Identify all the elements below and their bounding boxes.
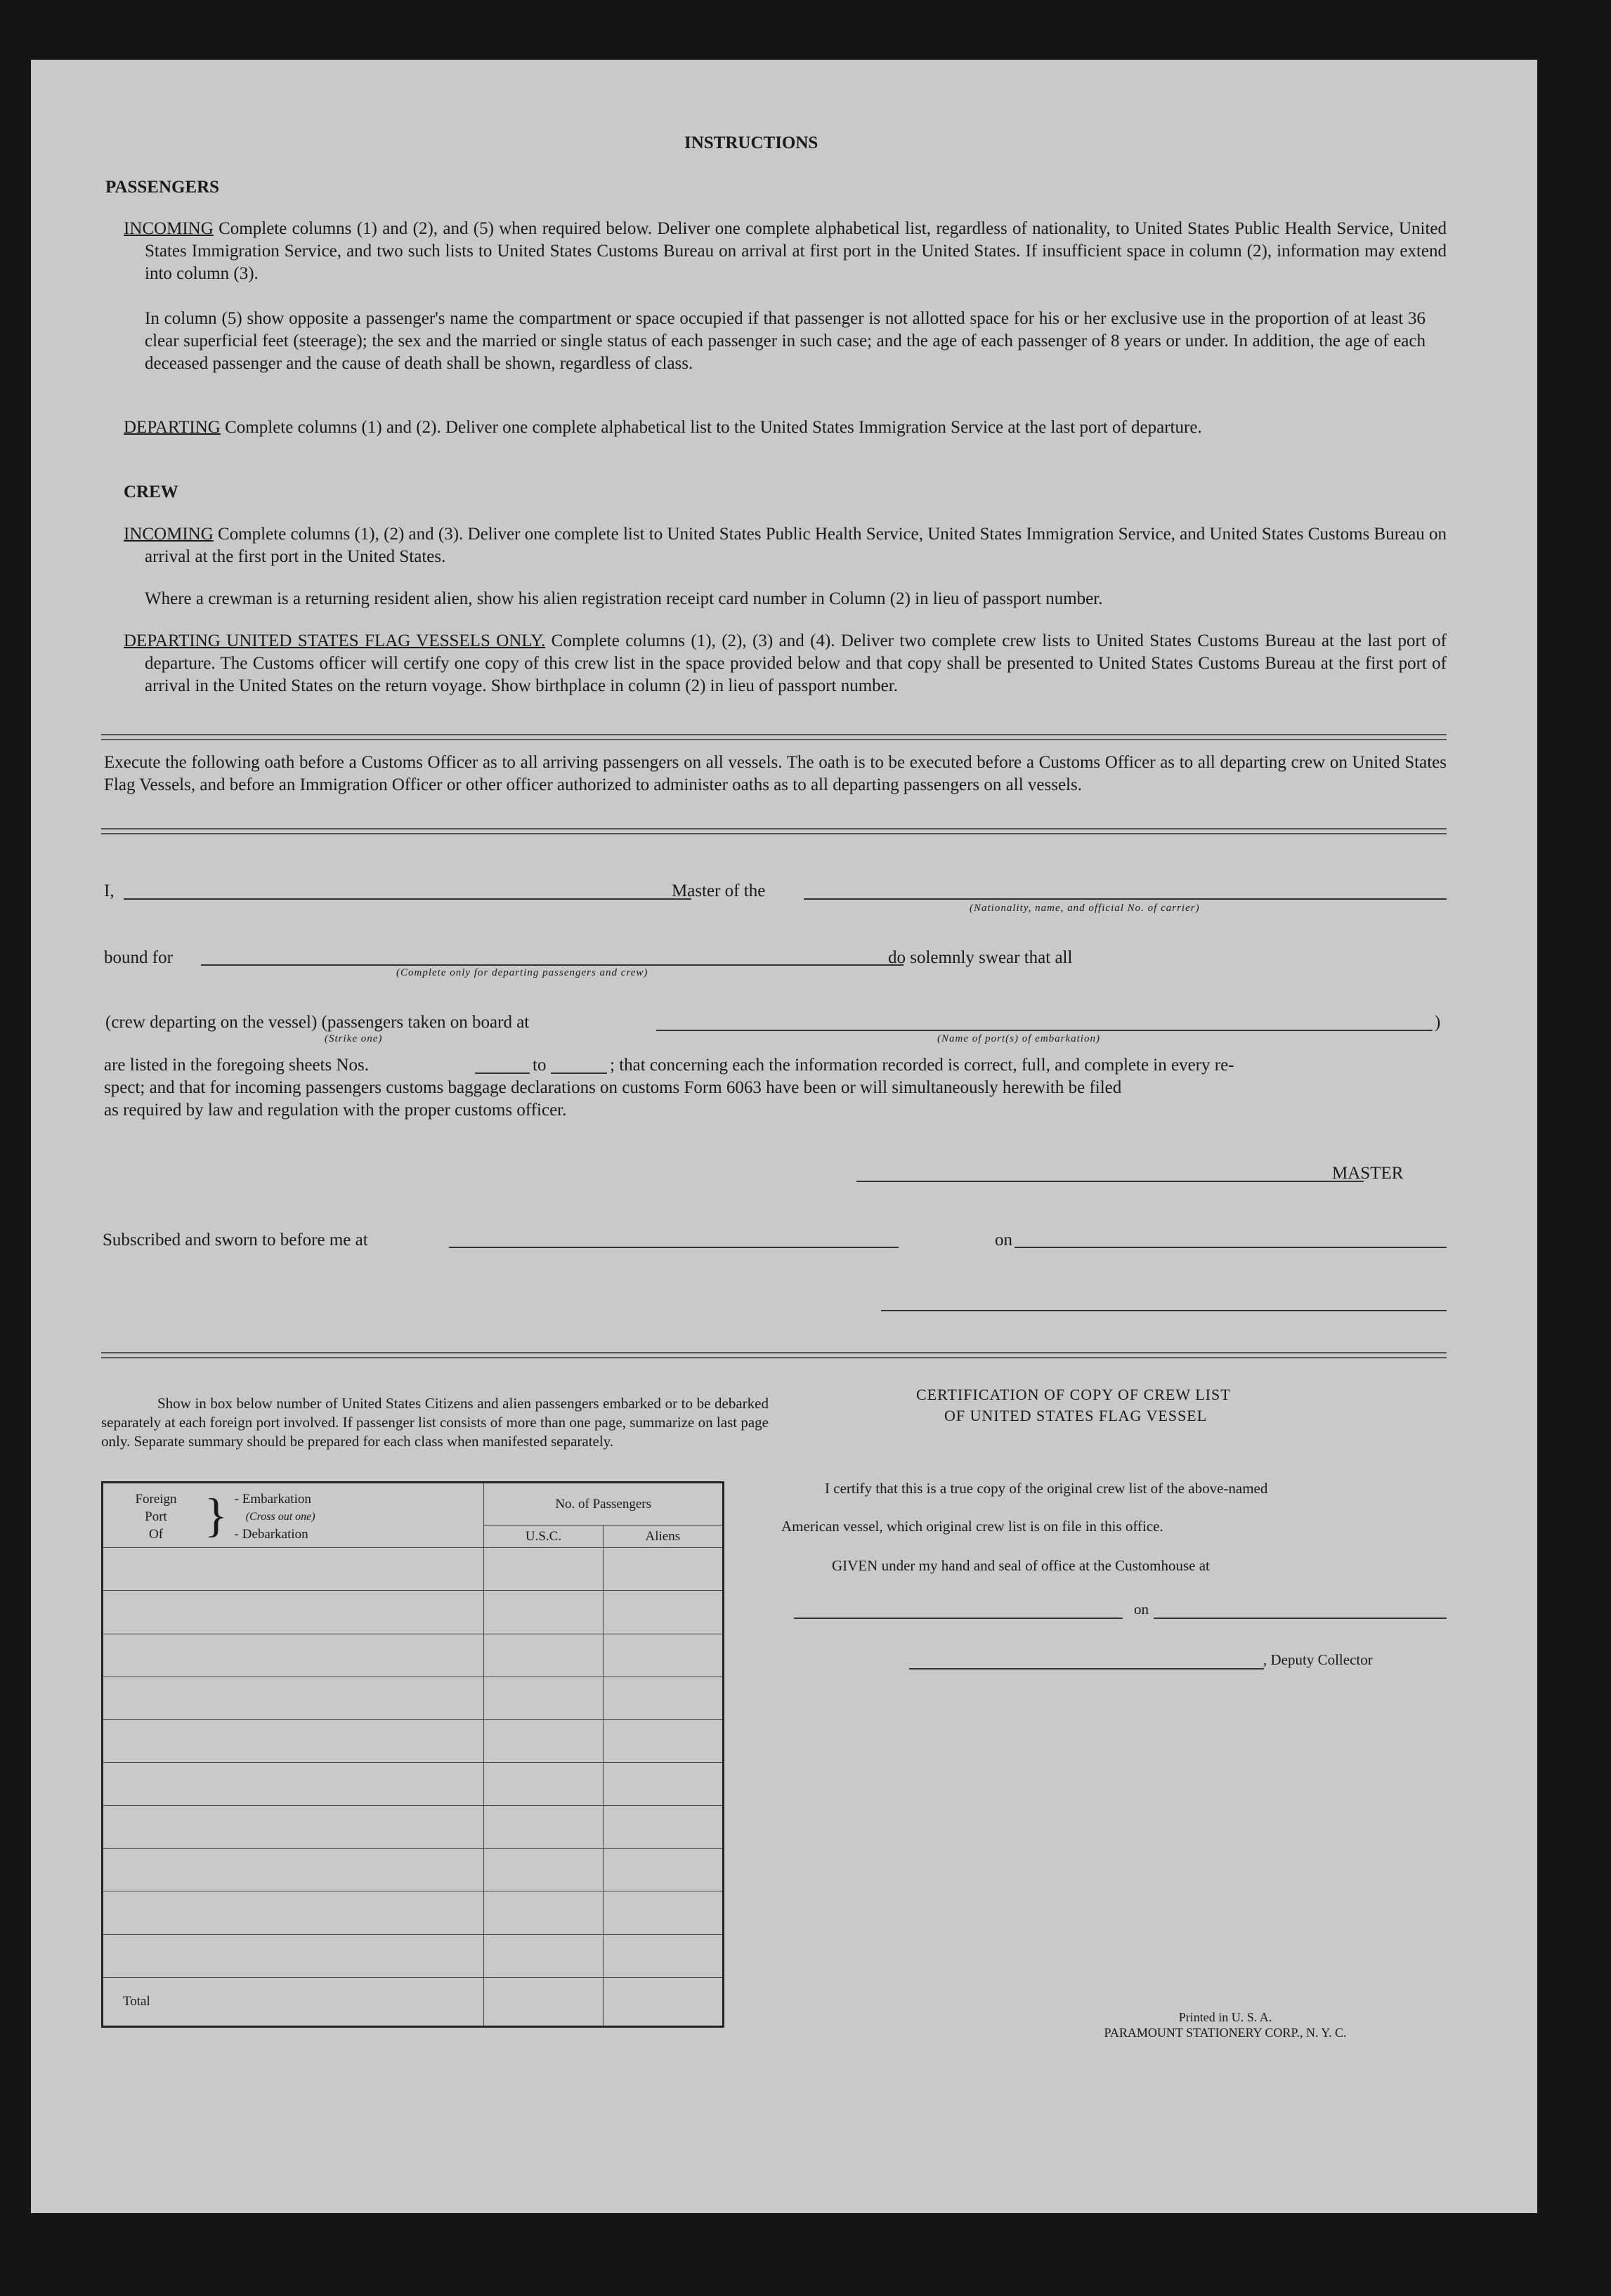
certify-line-2: American vessel, which original crew list is on file in this office. (781, 1518, 1163, 1535)
given-line: GIVEN under my hand and seal of office at the Customhouse at (832, 1557, 1210, 1574)
oath-i-label: I, (104, 881, 115, 900)
passengers-incoming-label: INCOMING (124, 219, 214, 238)
crew-departing-text: Complete columns (1), (2), (3) and (4). Deliver two complete crew lists to United States Customs Bureau at the last port of departure. The Customs officer will certify one copy of this crew list in the space provided below and that copy shall be presented to United States Customs Bureau at the first port of arrival in the United States on the return voyage. Show birthplace in column (2) in lieu of passport number. (145, 631, 1447, 695)
certification-title-2: OF UNITED STATES FLAG VESSEL (944, 1407, 1208, 1424)
bound-for-hint: (Complete only for departing passengers and crew) (396, 967, 648, 978)
master-name-field[interactable] (124, 898, 691, 900)
passenger-summary-table (101, 1481, 724, 2028)
crew-resident-paragraph: Where a crewman is a returning resident alien, show his alien registration receipt card number in Column (2) in lieu of passport number. (145, 589, 1103, 608)
crew-incoming-label: INCOMING (124, 525, 214, 544)
master-label: MASTER (1332, 1164, 1404, 1183)
table-row (103, 1677, 724, 1719)
crew-vessel-label: (crew departing on the vessel) (passengers taken on board at (105, 1013, 530, 1032)
imprint-line-2: PARAMOUNT STATIONERY CORP., N. Y. C. (1104, 2026, 1347, 2040)
oath-divider (101, 828, 1447, 834)
sworn-place-field[interactable] (449, 1247, 899, 1248)
passengers-departing-label: DEPARTING (124, 418, 221, 437)
total-aliens-cell[interactable] (603, 1977, 723, 2026)
port-header-cell (103, 1483, 484, 1548)
certify-line-1: I certify that this is a true copy of the original crew list of the above-named (825, 1480, 1268, 1497)
embarkation-ports-field[interactable] (656, 1030, 1433, 1031)
listed-text-2: spect; and that for incoming passengers customs baggage declarations on customs Form 6063 have been or will simultaneously herewith be filed (104, 1078, 1122, 1097)
listed-prefix: are listed in the foregoing sheets Nos. (104, 1056, 369, 1075)
sheet-to-field[interactable] (551, 1072, 607, 1074)
sheet-from-field[interactable] (475, 1072, 530, 1074)
sworn-date-field[interactable] (1015, 1247, 1447, 1248)
certification-date-field[interactable] (1154, 1618, 1447, 1619)
crew-departing-paragraph (124, 630, 1447, 697)
swear-label: do solemnly swear that all (888, 948, 1073, 967)
carrier-field[interactable] (804, 898, 1447, 900)
oath-intro: Execute the following oath before a Customs Officer as to all arriving passengers on all vessels. The oath is to be executed before a Customs Officer as to all departing crew on United States Flag Vessels, and before an Immigration Officer or other officer authorized to administer oaths as to all departing passengers on all vessels. (104, 753, 1447, 794)
passengers-incoming-paragraph (124, 218, 1447, 285)
sworn-on-label: on (995, 1231, 1012, 1249)
to-label: to (533, 1056, 547, 1075)
table-row (103, 1849, 724, 1891)
bound-for-label: bound for (104, 948, 173, 967)
strike-hint: (Strike one) (325, 1033, 383, 1044)
passengers-departing-paragraph (124, 416, 1447, 439)
customhouse-field[interactable] (794, 1618, 1123, 1619)
close-paren: ) (1435, 1013, 1441, 1032)
passengers-heading: PASSENGERS (105, 178, 220, 197)
total-row (103, 1977, 724, 2026)
deputy-collector-label: , Deputy Collector (1263, 1651, 1373, 1668)
no-of-passengers-header: No. of Passengers (484, 1483, 724, 1526)
ports-hint: (Name of port(s) of embarkation) (937, 1033, 1100, 1044)
master-signature-field[interactable] (856, 1181, 1364, 1182)
certification-title-1: CERTIFICATION OF COPY OF CREW LIST (916, 1386, 1231, 1403)
of-label: Of (148, 1527, 164, 1542)
embarkation-label: - Embarkation (234, 1492, 311, 1507)
page-title: INSTRUCTIONS (684, 133, 818, 152)
passengers-incoming-text: Complete columns (1) and (2), and (5) when required below. Deliver one complete alphabetical list, regardless of nationality, to United States Public Health Service, United States Immigration Service, and two such lists to United States Customs Bureau on arrival at first port in the United States. If insufficient space in column (2), information may extend into column (3). (145, 219, 1447, 283)
carrier-hint: (Nationality, name, and official No. of carrier) (970, 903, 1200, 914)
crew-departing-label: DEPARTING UNITED STATES FLAG VESSELS ONLY. (124, 631, 546, 650)
table-row (103, 1934, 724, 1977)
crew-heading: CREW (124, 483, 178, 501)
table-row (103, 1548, 724, 1591)
listed-text-1: ; that concerning each the information recorded is correct, full, and complete in every re- (610, 1056, 1234, 1075)
officer-signature-field[interactable] (881, 1310, 1447, 1311)
cross-out-hint: (Cross out one) (245, 1511, 315, 1523)
usc-header: U.S.C. (484, 1526, 603, 1548)
table-row (103, 1891, 724, 1934)
oath-bottom-divider (101, 1352, 1447, 1358)
crew-incoming-paragraph (124, 523, 1447, 568)
bound-for-field[interactable] (201, 964, 904, 966)
listed-text-3: as required by law and regulation with the proper customs officer. (104, 1101, 567, 1120)
brace-icon: } (204, 1488, 228, 1542)
table-row (103, 1806, 724, 1849)
form-page (31, 60, 1537, 2213)
foreign-label: Foreign (135, 1492, 177, 1507)
table-row (103, 1591, 724, 1634)
imprint-line-1: Printed in U. S. A. (1178, 2010, 1272, 2024)
port-label: Port (145, 1509, 167, 1524)
total-label: Total (103, 1977, 484, 2026)
table-row (103, 1634, 724, 1677)
debarkation-label: - Debarkation (234, 1527, 308, 1542)
deputy-signature-field[interactable] (909, 1668, 1264, 1669)
section-divider (101, 734, 1447, 740)
column5-paragraph: In column (5) show opposite a passenger's name the compartment or space occupied if that passenger is not allotted space for his or her exclusive use in the proportion of at least 36 clear superficial feet (steerage); the sex and the married or single status of each passenger in such case; and the age of each passenger of 8 years or under. In addition, the age of each deceased passenger and the cause of death shall be shown, regardless of class. (145, 309, 1426, 373)
table-row (103, 1763, 724, 1806)
total-usc-cell[interactable] (484, 1977, 603, 2026)
aliens-header: Aliens (603, 1526, 723, 1548)
certification-on-label: on (1134, 1601, 1149, 1618)
summary-instructions: Show in box below number of United States Citizens and alien passengers embarked or to be debarked separately at each foreign port involved. If passenger list consists of more than one page, summarize on last page only. Separate summary should be prepared for each class when manifested separately. (101, 1395, 769, 1450)
table-row (103, 1719, 724, 1762)
passengers-departing-text: Complete columns (1) and (2). Deliver one complete alphabetical list to the United States Immigration Service at the last port of departure. (225, 418, 1202, 437)
crew-incoming-text: Complete columns (1), (2) and (3). Deliver one complete list to United States Public Health Service, United States Immigration Service, and United States Customs Bureau on arrival at the first port in the United States. (145, 525, 1447, 566)
printer-imprint (1043, 2009, 1408, 2040)
master-of-label: Master of the (672, 881, 766, 900)
subscribed-label: Subscribed and sworn to before me at (103, 1231, 368, 1249)
